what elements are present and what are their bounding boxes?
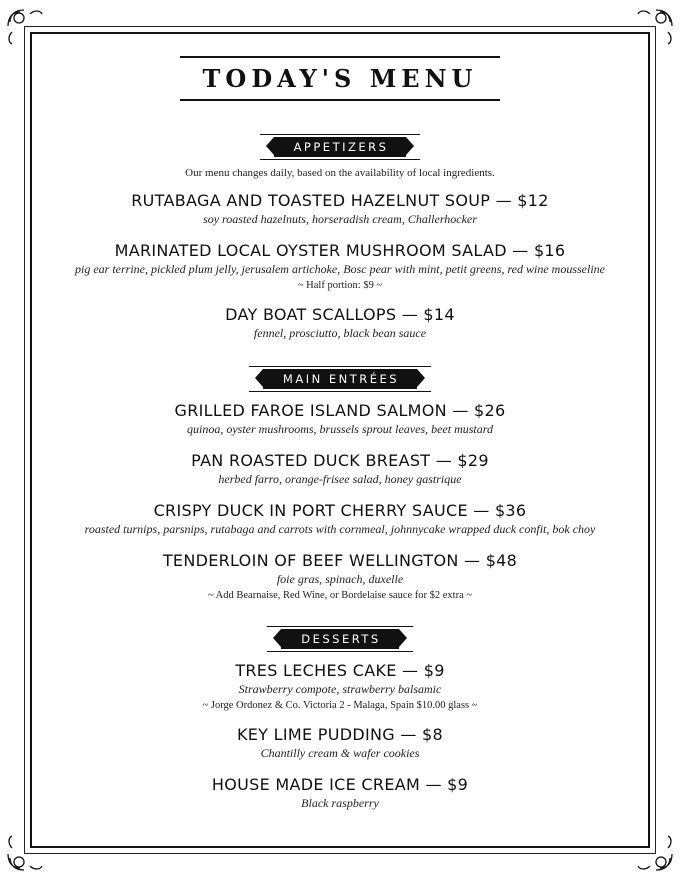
item-note: ~ Jorge Ordonez & Co. Victoria 2 - Malaga, Spain $10.00 glass ~ [202, 700, 478, 711]
title-rule-top [180, 56, 500, 58]
item-name: HOUSE MADE ICE CREAM — $9 [211, 775, 469, 794]
item-name: TRES LECHES CAKE — $9 [235, 661, 445, 680]
item-description: foie gras, spinach, duxelle [276, 572, 404, 586]
item-description: pig ear terrine, pickled plum jelly, jerusalem artichoke, Bosc pear with mint, petit greens, red wine mousseline [74, 262, 605, 276]
item-description: Strawberry compote, strawberry balsamic [238, 682, 442, 696]
item-name: DAY BOAT SCALLOPS — $14 [225, 305, 455, 324]
item-description: herbed farro, orange-frisee salad, honey gastrique [218, 472, 462, 486]
item-name: GRILLED FAROE ISLAND SALMON — $26 [174, 401, 506, 420]
menu-item [40, 661, 640, 711]
corner-flourish-icon [634, 8, 674, 48]
banner-rule [267, 651, 412, 652]
menu-item [40, 401, 640, 437]
item-note: ~ Half portion: $9 ~ [297, 280, 383, 291]
corner-flourish-icon [6, 832, 46, 872]
menu-item [40, 241, 640, 291]
item-name: PAN ROASTED DUCK BREAST — $29 [191, 451, 489, 470]
item-description: quinoa, oyster mushrooms, brussels sprout leaves, beet mustard [187, 422, 493, 436]
menu-item [40, 191, 640, 227]
banner-rule [260, 134, 421, 135]
banner-rule [249, 366, 431, 367]
item-name: RUTABAGA AND TOASTED HAZELNUT SOUP — $12 [131, 191, 549, 210]
menu-item [40, 551, 640, 601]
section-label: MAIN ENTRÉES [263, 369, 417, 389]
banner-rule [267, 626, 412, 627]
banner-rule [260, 159, 421, 160]
item-note: ~ Add Bearnaise, Red Wine, or Bordelaise sauce for $2 extra ~ [207, 590, 473, 601]
menu-item [40, 501, 640, 537]
item-name: KEY LIME PUDDING — $8 [236, 725, 443, 744]
menu-item [40, 305, 640, 341]
section-banner-appetizers [274, 137, 407, 157]
title-rule-bottom [180, 99, 500, 101]
page-title: TODAY'S MENU [202, 64, 478, 93]
item-description: Black raspberry [301, 796, 379, 810]
item-description: roasted turnips, parsnips, rutabaga and carrots with cornmeal, johnnycake wrapped duck confit, bok choy [84, 522, 596, 536]
item-name: TENDERLOIN OF BEEF WELLINGTON — $48 [162, 551, 518, 570]
title-block [180, 48, 500, 109]
item-description: fennel, prosciutto, black bean sauce [253, 326, 427, 340]
section-label: APPETIZERS [274, 137, 407, 157]
section-label: DESSERTS [281, 629, 398, 649]
menu-content [40, 40, 640, 811]
item-name: CRISPY DUCK IN PORT CHERRY SAUCE — $36 [153, 501, 527, 520]
menu-intro: Our menu changes daily, based on the availability of local ingredients. [185, 167, 495, 179]
menu-item [40, 451, 640, 487]
menu-item [40, 725, 640, 761]
item-description: Chantilly cream & wafer cookies [260, 746, 420, 760]
menu-item [40, 775, 640, 811]
item-name: MARINATED LOCAL OYSTER MUSHROOM SALAD — $16 [114, 241, 566, 260]
item-description: soy roasted hazelnuts, horseradish cream, Challerhocker [203, 212, 477, 226]
section-banner-mains [263, 369, 417, 389]
corner-flourish-icon [634, 832, 674, 872]
banner-rule [249, 391, 431, 392]
section-banner-desserts [281, 629, 398, 649]
